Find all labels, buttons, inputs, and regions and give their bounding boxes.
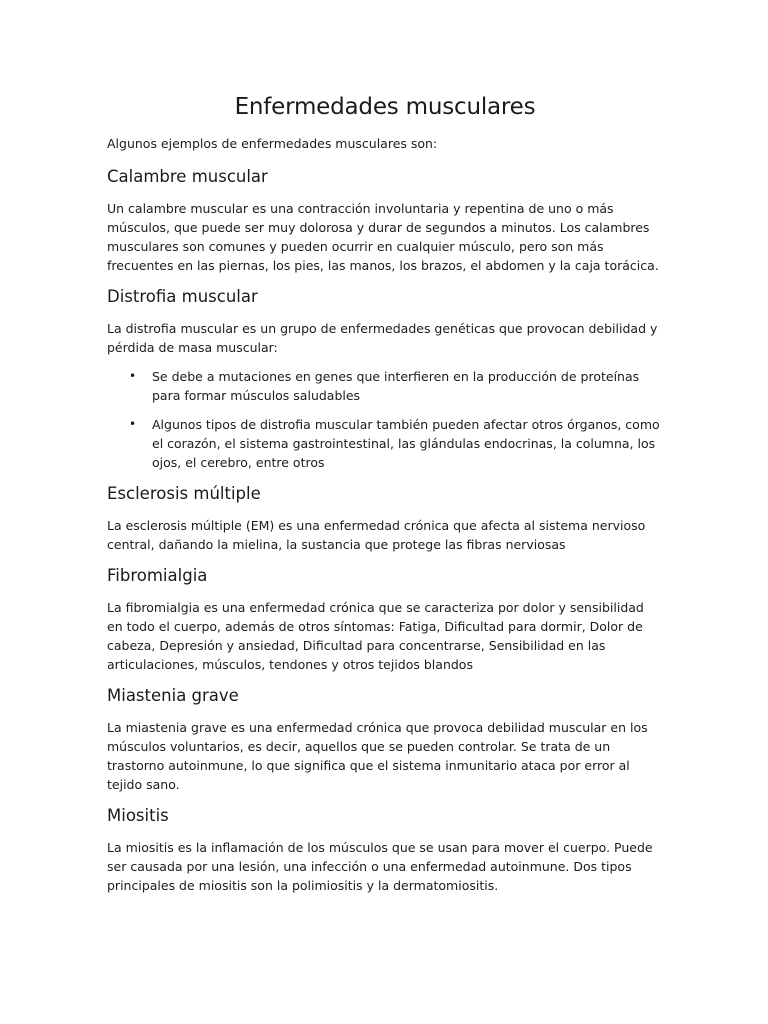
bullet-icon: • xyxy=(129,417,137,431)
section-heading: Esclerosis múltiple xyxy=(107,484,261,503)
section-body: La fibromialgia es una enfermedad crónica que se caracteriza por dolor y sensibilidad en todo el cuerpo, además de otros síntomas: Fatiga, Dificultad para dormir, Dolor de cabeza, Depresión y ansiedad, Dificultad para concentrarse, Sensibilidad en las articulaciones, músculos, tendones y otros tejidos blandos xyxy=(107,600,644,672)
section-body: La miastenia grave es una enfermedad crónica que provoca debilidad muscular en los músculos voluntarios, es decir, aquellos que se pueden controlar. Se trata de un trastorno autoinmune, lo que significa que el sistema inmunitario ataca por error al tejido sano. xyxy=(107,720,648,792)
section-miositis xyxy=(107,804,663,895)
section-body: Un calambre muscular es una contracción involuntaria y repentina de uno o más músculos, que puede ser muy dolorosa y durar de segundos a minutos. Los calambres musculares son comunes y pueden ocurrir en cualquier músculo, pero son más frecuentes en las piernas, los pies, las manos, los brazos, el abdomen y la caja torácica. xyxy=(107,201,659,273)
section-body: La distrofia muscular es un grupo de enfermedades genéticas que provocan debilidad y pérdida de masa muscular: xyxy=(107,321,658,355)
section-body: La miositis es la inflamación de los músculos que se usan para mover el cuerpo. Puede ser causada por una lesión, una infección o una enfermedad autoinmune. Dos tipos principales de miositis son la polimiositis y la dermatomiositis. xyxy=(107,840,653,893)
section-heading: Miastenia grave xyxy=(107,686,239,705)
document-title: Enfermedades musculares xyxy=(234,94,536,120)
intro-paragraph: Algunos ejemplos de enfermedades musculares son: xyxy=(107,136,438,151)
section-body: La esclerosis múltiple (EM) es una enfermedad crónica que afecta al sistema nervioso central, dañando la mielina, la sustancia que protege las fibras nerviosas xyxy=(107,518,646,552)
section-miastenia-grave xyxy=(107,684,663,794)
list-item-text: Algunos tipos de distrofia muscular también pueden afectar otros órganos, como el corazón, el sistema gastrointestinal, las glándulas endocrinas, la columna, los ojos, el cerebro, entre otros xyxy=(152,417,660,470)
section-heading: Fibromialgia xyxy=(107,566,208,585)
bullet-icon: • xyxy=(129,369,137,383)
section-esclerosis-multiple xyxy=(107,482,663,554)
section-distrofia-muscular xyxy=(107,285,663,472)
list-item xyxy=(107,367,663,405)
section-heading: Distrofia muscular xyxy=(107,287,258,306)
list-item xyxy=(107,415,663,472)
section-fibromialgia xyxy=(107,564,663,674)
section-calambre-muscular xyxy=(107,165,663,275)
section-heading: Calambre muscular xyxy=(107,167,268,186)
bullet-list xyxy=(107,367,663,472)
list-item-text: Se debe a mutaciones en genes que interfieren en la producción de proteínas para formar músculos saludables xyxy=(152,369,640,403)
document-page xyxy=(107,92,663,905)
section-heading: Miositis xyxy=(107,806,169,825)
